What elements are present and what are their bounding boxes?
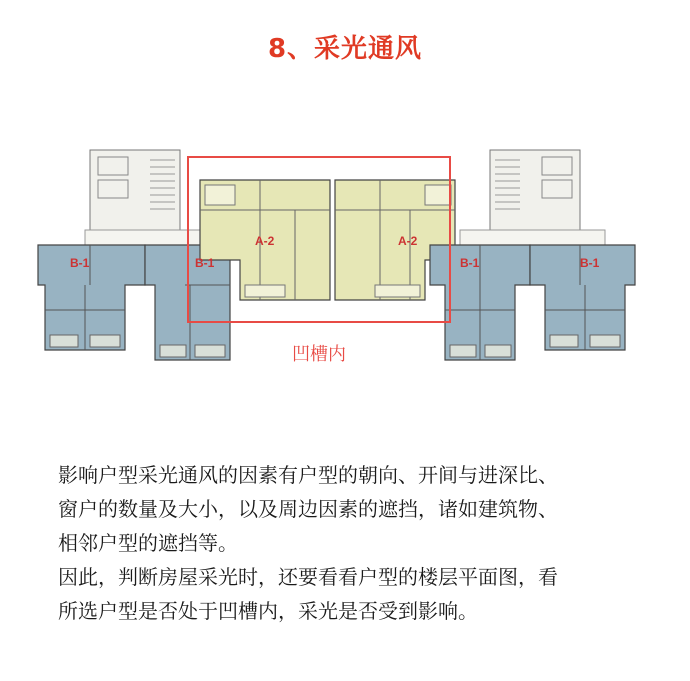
unit-label-b1-1: B-1	[70, 256, 90, 270]
unit-label-a2-1: A-2	[255, 234, 275, 248]
page-title: 8、采光通风	[267, 34, 423, 64]
unit-label-a2-2: A-2	[398, 234, 418, 248]
body-line: 影响户型采光通风的因素有户型的朝向、开间与进深比、	[58, 463, 558, 487]
unit-b1-right	[430, 245, 530, 360]
body-paragraph-1	[58, 458, 658, 560]
body-line: 窗户的数量及大小，以及周边因素的遮挡，诸如建筑物、	[58, 497, 558, 521]
body-line: 相邻户型的遮挡等。	[58, 531, 238, 555]
notch-label: 凹槽内	[292, 344, 346, 365]
unit-b1-far-left	[38, 245, 145, 350]
unit-label-b1-4: B-1	[580, 256, 600, 270]
unit-label-b1-3: B-1	[460, 256, 480, 270]
floor-plan	[30, 135, 660, 380]
body-line: 所选户型是否处于凹槽内，采光是否受到影响。	[58, 599, 478, 623]
body-line: 因此，判断房屋采光时，还要看看户型的楼层平面图，看	[58, 565, 558, 589]
body-paragraph-2	[58, 560, 658, 628]
unit-label-b1-2: B-1	[195, 256, 215, 270]
